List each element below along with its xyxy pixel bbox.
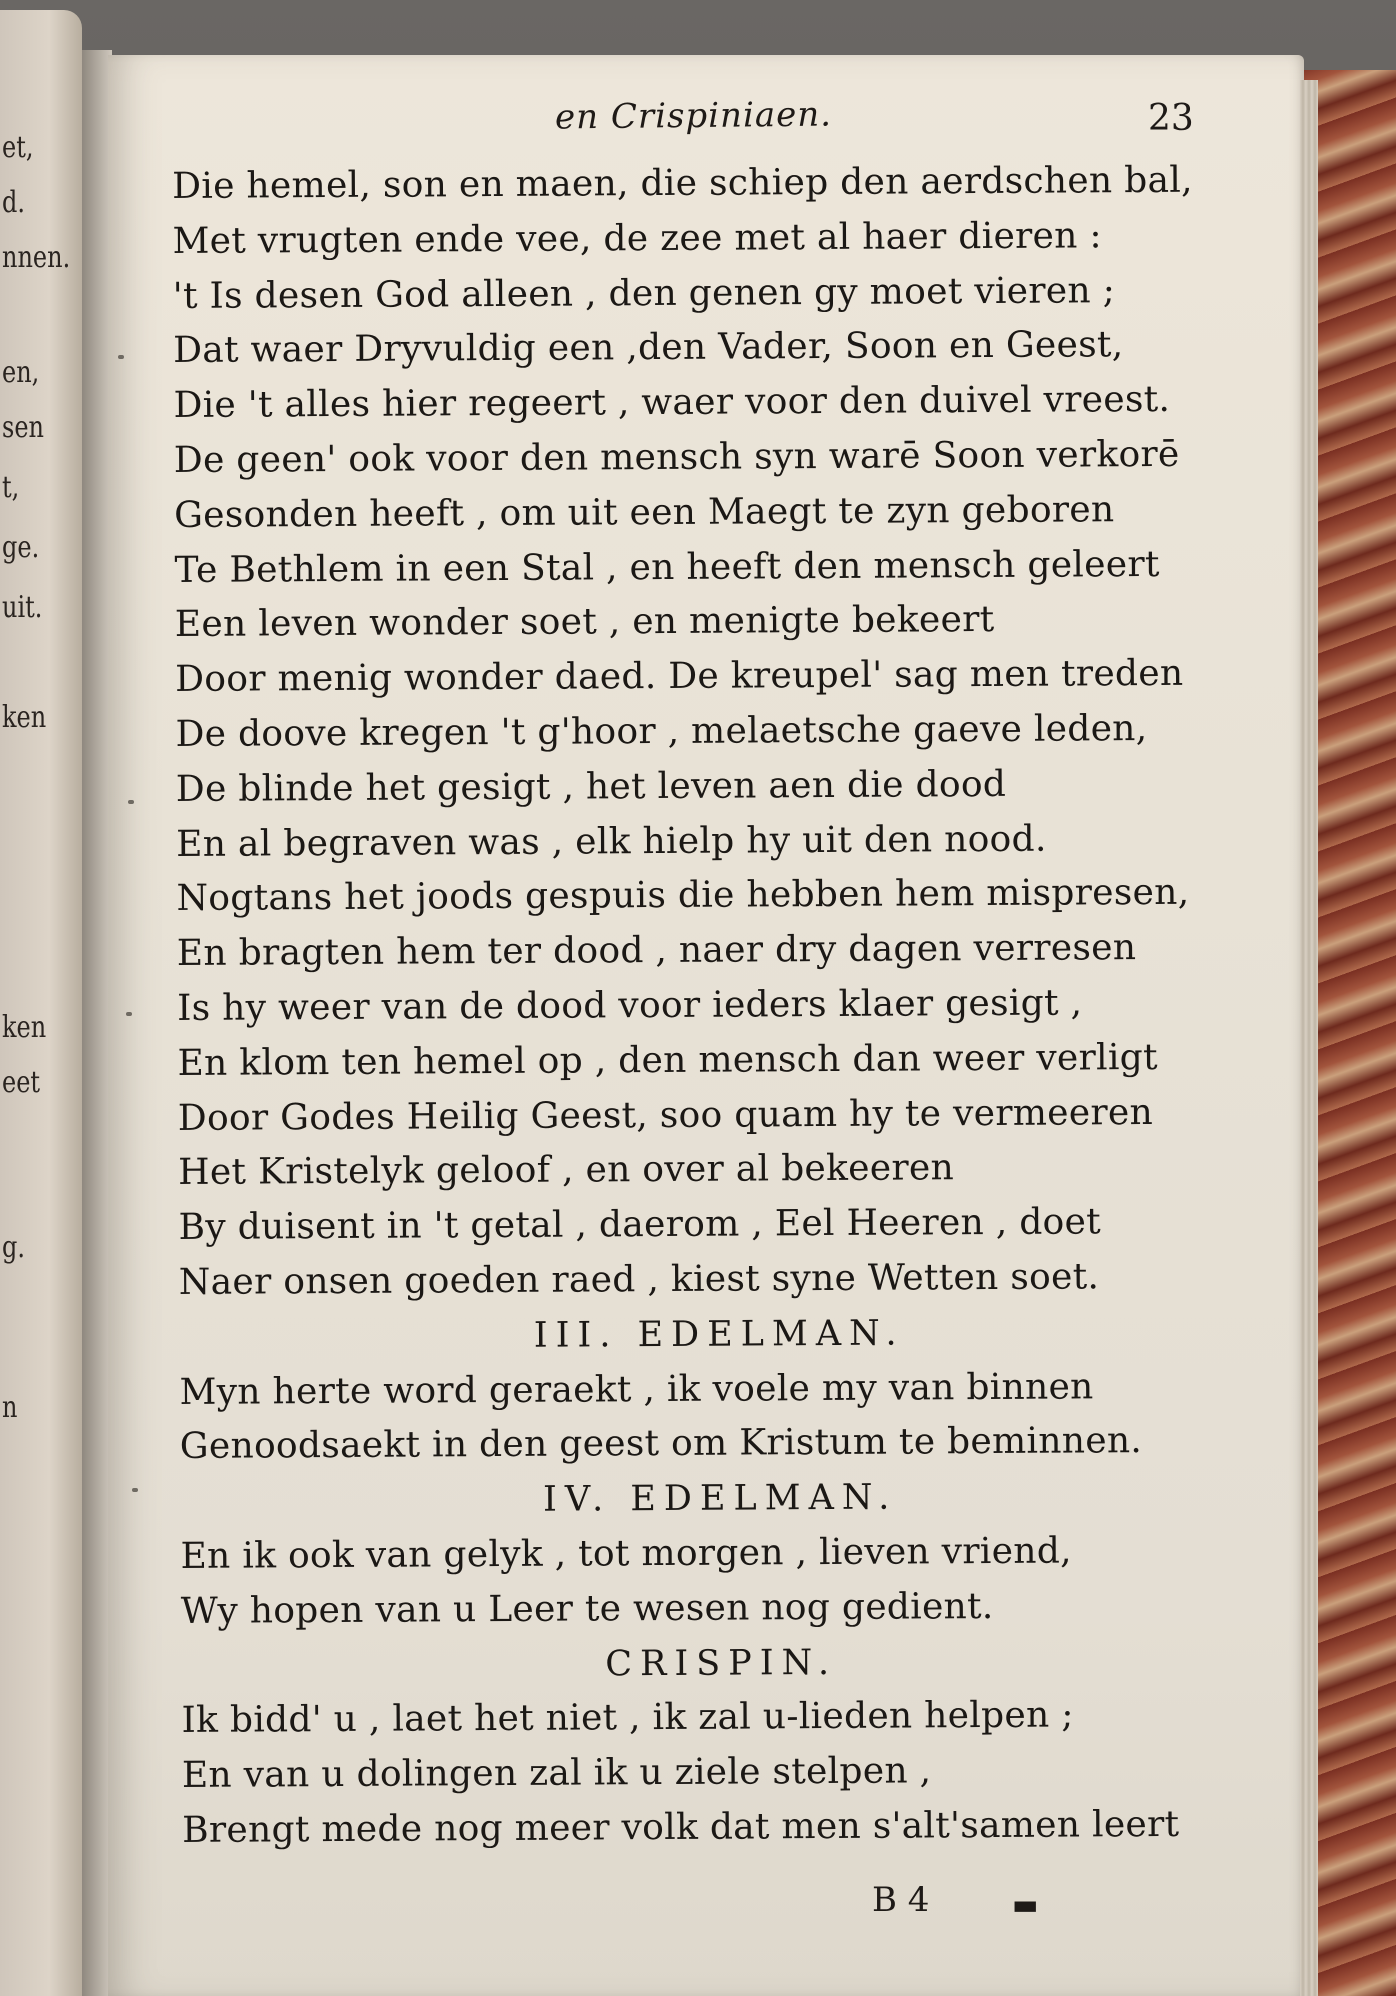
verse-line: Nogtans het joods gespuis die hebben hem mispresen, bbox=[176, 872, 1190, 920]
verse-line: Met vrugten ende vee, de zee met al haer dieren : bbox=[172, 215, 1103, 262]
paper-speck bbox=[132, 1488, 138, 1492]
left-page-fragment: g. bbox=[2, 1230, 25, 1265]
verse-line: En bragten hem ter dood , naer dry dagen verresen bbox=[176, 927, 1137, 975]
left-page-fragment: n bbox=[2, 1390, 18, 1425]
text-block bbox=[172, 154, 1222, 1859]
verse-line: De doove kregen 't g'hoor , melaetsche gaeve leden, bbox=[175, 708, 1148, 755]
left-page-fragment: d. bbox=[2, 185, 25, 220]
speaker-heading: III. EDELMAN. bbox=[533, 1313, 905, 1356]
running-head: en Crispiniaen. bbox=[554, 94, 833, 138]
left-page-fragment: t, bbox=[2, 470, 20, 505]
verse-line: By duisent in 't getal , daerom , Eel Heeren , doet bbox=[178, 1201, 1102, 1249]
verse-line: Te Bethlem in een Stal , en heeft den mensch geleert bbox=[174, 543, 1160, 591]
left-page-fragment: et, bbox=[2, 130, 34, 165]
left-page-fragment: ken bbox=[2, 1010, 47, 1045]
left-page-fragment: sen bbox=[2, 410, 44, 445]
verse-line: Die 't alles hier regeert , waer voor den duivel vreest. bbox=[173, 379, 1171, 427]
paper-speck bbox=[128, 800, 134, 804]
verse-line: De blinde het gesigt , het leven aen die dood bbox=[175, 763, 1007, 810]
catchword: ▬ bbox=[1012, 1888, 1039, 1921]
left-page-fragment: ken bbox=[2, 700, 47, 735]
left-page-fragment: ge. bbox=[2, 530, 40, 565]
page-number: 23 bbox=[1148, 98, 1194, 139]
speaker-heading: CRISPIN. bbox=[605, 1642, 838, 1684]
left-page-fragment: uit. bbox=[2, 590, 43, 625]
verse-line: Dat waer Dryvuldig een ,den Vader, Soon en Geest, bbox=[173, 324, 1124, 372]
verse-line: Een leven wonder soet , en menigte bekeert bbox=[174, 599, 995, 646]
paper-speck bbox=[118, 355, 124, 359]
verse-line: Die hemel, son en maen, die schiep den aerdschen bal, bbox=[172, 159, 1193, 207]
paper-speck bbox=[126, 1012, 132, 1016]
left-page bbox=[0, 10, 82, 1996]
signature-mark: B 4 bbox=[872, 1880, 930, 1920]
page-edges bbox=[1300, 80, 1318, 1996]
verse-line: Wy hopen van u Leer te wesen nog gedient. bbox=[180, 1585, 994, 1632]
verse-line: Genoodsaekt in den geest om Kristum te beminnen. bbox=[179, 1420, 1143, 1468]
verse-line: Ik bidd' u , laet het niet , ik zal u-lieden helpen ; bbox=[181, 1694, 1074, 1742]
verse-line: Door Godes Heilig Geest, soo quam hy te vermeeren bbox=[177, 1091, 1154, 1139]
verse-line: En van u dolingen zal ik u ziele stelpen , bbox=[181, 1750, 932, 1797]
verse-line: Myn herte word geraekt , ik voele my van binnen bbox=[179, 1365, 1094, 1413]
verse-line: Het Kristelyk geloof , en over al bekeeren bbox=[178, 1147, 955, 1194]
speaker-heading: IV. EDELMAN. bbox=[542, 1477, 898, 1520]
verse-line: En ik ook van gelyk , tot morgen , lieven vriend, bbox=[180, 1530, 1072, 1577]
verse-line: Gesonden heeft , om uit een Maegt te zyn geboren bbox=[174, 489, 1115, 536]
verse-line: Door menig wonder daed. De kreupel' sag men treden bbox=[175, 653, 1184, 701]
left-page-fragment: nnen. bbox=[2, 240, 71, 275]
verse-line: De geen' ook voor den mensch syn warē Soon verkorē bbox=[173, 433, 1180, 481]
verse-line: En klom ten hemel op , den mensch dan weer verligt bbox=[177, 1036, 1158, 1084]
verse-line: Brengt mede nog meer volk dat men s'alt'samen leert bbox=[182, 1803, 1180, 1851]
left-page-fragment: eet bbox=[2, 1065, 41, 1100]
verse-line: Is hy weer van de dood voor ieders klaer gesigt , bbox=[177, 982, 1083, 1029]
verse-line: Naer onsen goeden raed , kiest syne Wetten soet. bbox=[178, 1256, 1100, 1303]
left-page-fragment: en, bbox=[2, 355, 40, 390]
verse-line: En al begraven was , elk hielp hy uit den nood. bbox=[176, 818, 1047, 865]
verse-line: 't Is desen God alleen , den genen gy moet vieren ; bbox=[172, 269, 1116, 317]
